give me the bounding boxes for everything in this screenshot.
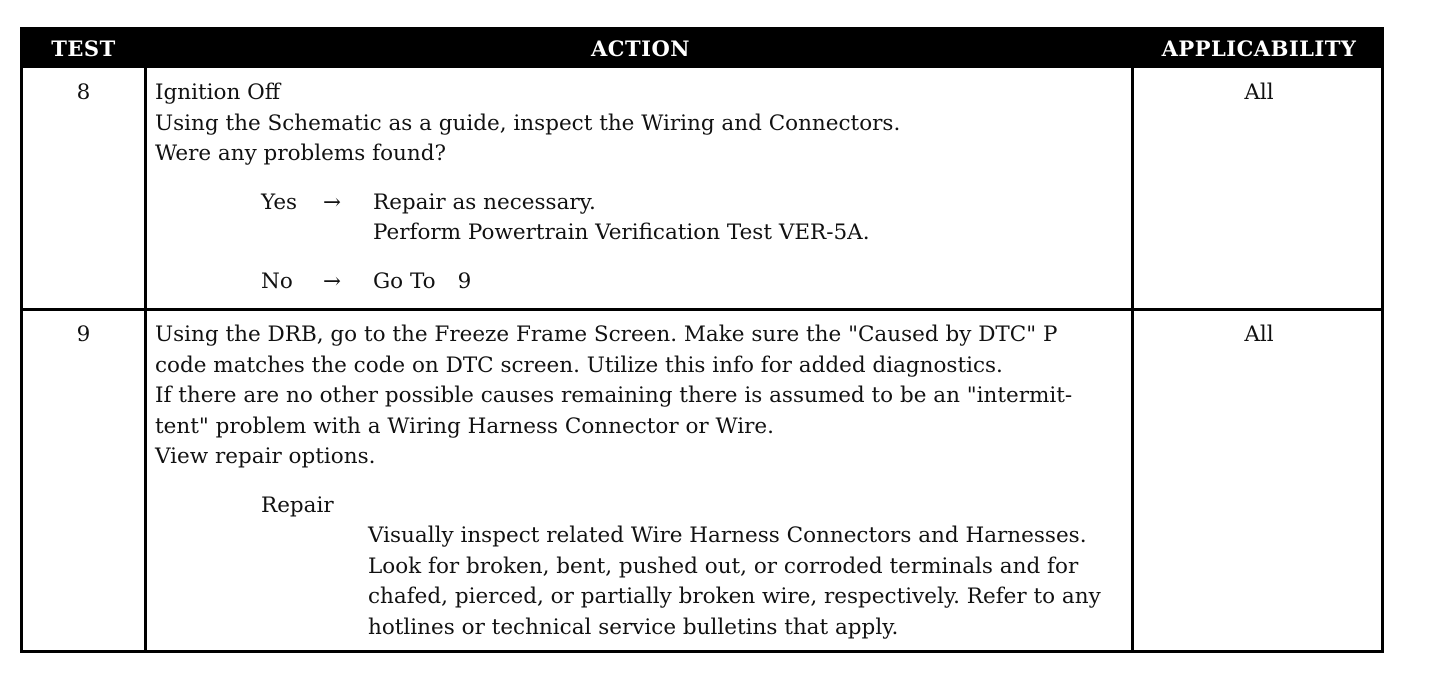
action-cell-8 xyxy=(155,78,900,297)
repair-line: Visually inspect related Wire Harness Connectors and Harnesses. xyxy=(368,523,1087,548)
repair-label: Repair xyxy=(261,492,334,518)
no-result xyxy=(373,267,471,298)
row-divider xyxy=(23,308,1381,311)
no-label: No xyxy=(261,268,293,294)
diagnostic-table xyxy=(20,27,1384,653)
yes-branch xyxy=(155,188,900,249)
arrow-icon: → xyxy=(323,189,342,215)
action-line: View repair options. xyxy=(155,444,376,469)
repair-instructions xyxy=(155,521,1128,643)
action-line: Ignition Off xyxy=(155,80,281,105)
applicability-9: All xyxy=(1244,322,1274,347)
goto-text: Go To xyxy=(373,268,436,294)
action-line: Were any problems found? xyxy=(155,141,447,166)
goto-target: 9 xyxy=(457,268,472,294)
column-divider xyxy=(144,68,147,653)
action-line: tent" problem with a Wiring Harness Connector or Wire. xyxy=(155,413,774,439)
yes-label: Yes xyxy=(261,189,298,215)
repair-line: hotlines or technical service bulletins that apply. xyxy=(368,614,899,640)
test-number-8: 8 xyxy=(76,80,91,105)
action-line: Using the Schematic as a guide, inspect the Wiring and Connectors. xyxy=(155,110,901,136)
action-cell-9 xyxy=(155,320,1128,643)
arrow-icon: → xyxy=(323,268,342,294)
action-line: If there are no other possible causes remaining there is assumed to be an "intermit- xyxy=(155,383,1073,408)
repair-line: Look for broken, bent, pushed out, or corroded terminals and for xyxy=(368,553,1079,579)
column-divider xyxy=(1131,68,1134,653)
repair-line: chafed, pierced, or partially broken wire, respectively. Refer to any xyxy=(368,584,1101,609)
table-header xyxy=(23,30,1381,68)
action-line: code matches the code on DTC screen. Utilize this info for added diagnostics. xyxy=(155,352,1003,378)
action-line: Using the DRB, go to the Freeze Frame Screen. Make sure the "Caused by DTC" P xyxy=(155,322,1058,347)
no-branch xyxy=(155,267,900,298)
yes-result xyxy=(373,188,870,249)
test-number-9: 9 xyxy=(76,322,91,347)
applicability-8: All xyxy=(1244,80,1274,105)
header-test: TEST xyxy=(51,36,116,61)
yes-line: Perform Powertrain Verification Test VER-5A. xyxy=(373,220,870,245)
yes-line: Repair as necessary. xyxy=(373,189,596,215)
header-action: ACTION xyxy=(591,36,690,61)
header-applicability: APPLICABILITY xyxy=(1161,36,1357,61)
